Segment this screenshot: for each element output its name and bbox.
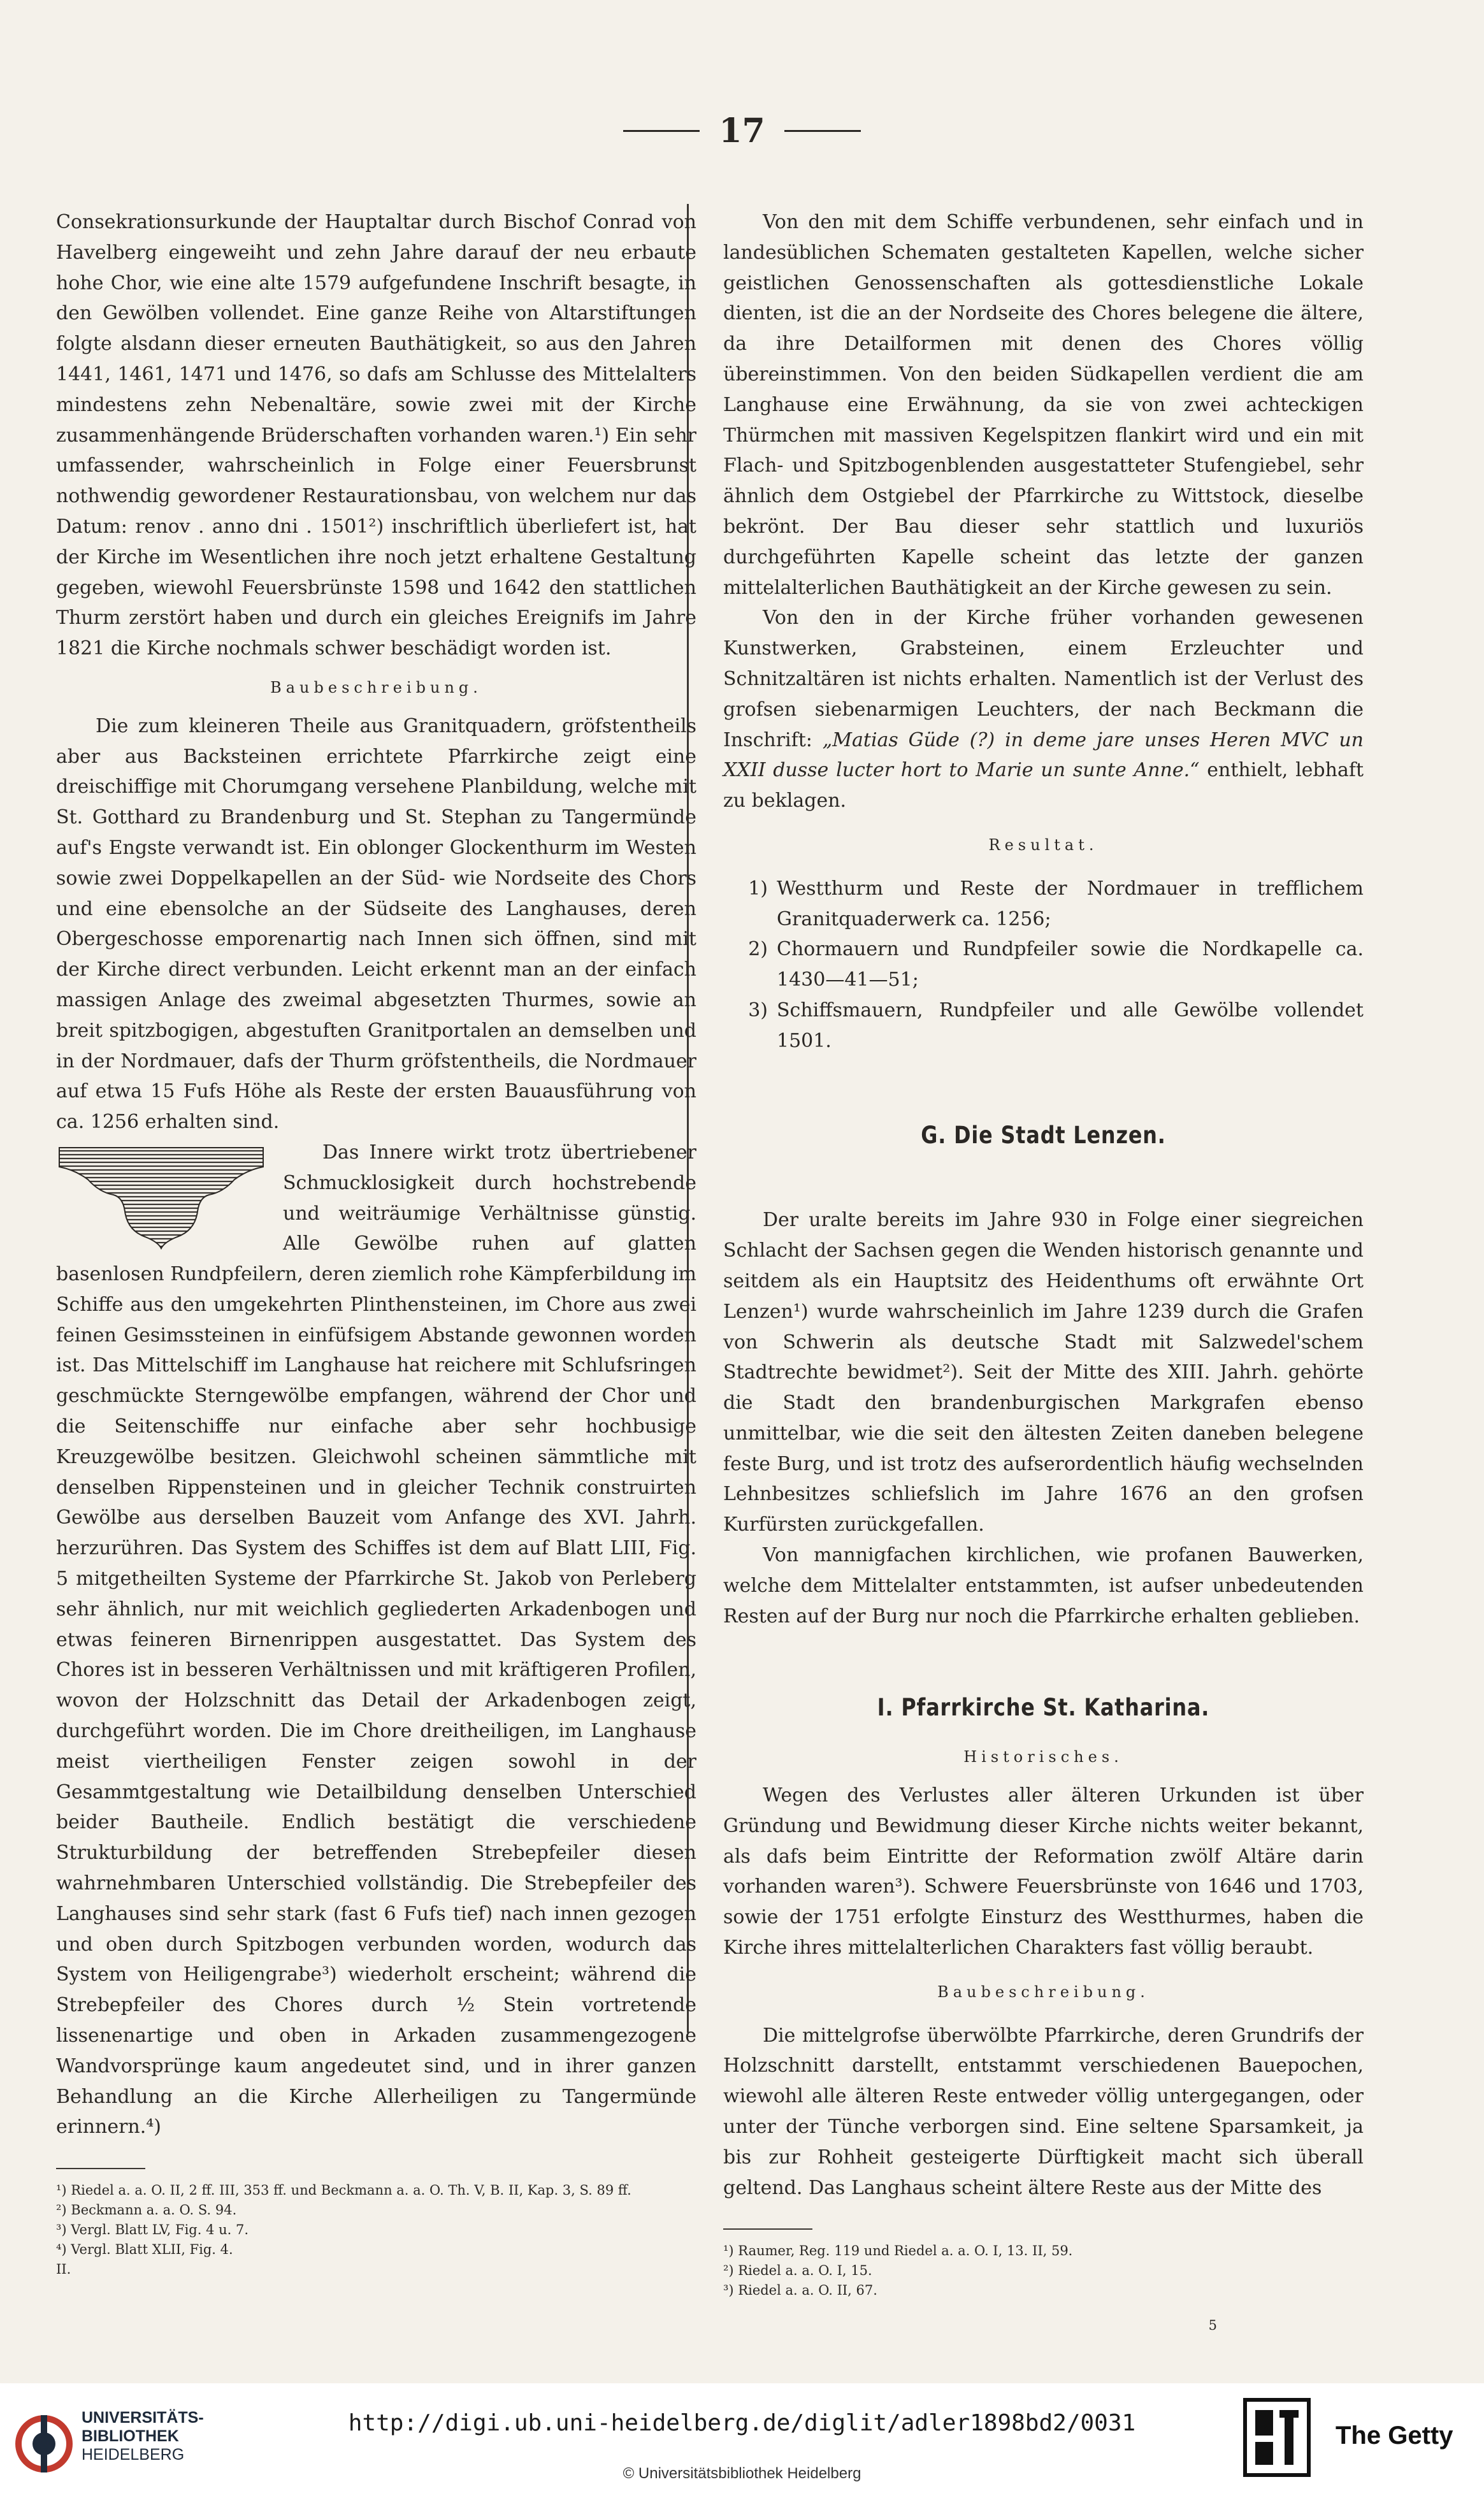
- right-paragraph-3: Der uralte bereits im Jahre 930 in Folge einer siegreichen Schlacht der Sachsen gegen die Wenden historisch genannte und seitdem als ein Hauptsitz des Heidenthums oft erwähnte Ort Lenzen¹) wurde wahrscheinlich im Jahre 1239 durch die Grafen von Schwerin als deutsche Stadt mit Salzwedel'schem Stadtrechte bewidmet²). Seit der Mitte des XIII. Jahrh. gehörte die Stadt den brandenburgischen Markgrafen ebenso unmittelbar, wie die seit den ältesten Zeiten daneben belegene feste Burg, und ist trotz des aufserordentlich häufig wechselnden Lehnbesitzes schliefslich im Jahre 1676 an den grofsen Kurfürsten zurückgefallen.: [723, 1209, 1364, 1536]
- inscription-quote: „Matias Güde (?) in deme jare unses Heren MVC un XXII dusse lucter hort to Marie un sunte Anne.“: [723, 728, 1364, 782]
- section-label-baubeschreibung-2: Baubeschreibung.: [937, 1982, 1149, 2001]
- page-header: [0, 108, 1484, 153]
- left-footnote-rule: [56, 2168, 145, 2169]
- result-number: 1): [748, 877, 768, 900]
- left-footnote-2: ²) Beckmann a. a. O. S. 94.: [56, 2202, 237, 2218]
- result-text: Westthurm und Reste der Nordmauer in trefflichem Granitquaderwerk ca. 1256;: [777, 877, 1364, 930]
- right-paragraph-4: Von mannigfachen kirchlichen, wie profanen Bauwerken, welche dem Mittelalter entstammten, ist aufser unbedeutenden Resten auf der Burg nur noch die Pfarrkirche erhalten geblieben.: [723, 1544, 1364, 1628]
- left-footnote-3: ³) Vergl. Blatt LV, Fig. 4 u. 7.: [56, 2222, 249, 2238]
- sheet-mark: 5: [1208, 2318, 1217, 2334]
- heading-stadt-lenzen: G. Die Stadt Lenzen.: [921, 1121, 1166, 1149]
- right-paragraph-1: Von den mit dem Schiffe verbundenen, sehr einfach und in landesüblichen Schematen gestalteten Kapellen, welche sicher geistlichen Genossenschaften als gottesdienstliche Lokale dienten, ist die an der Nordseite des Chores belegene die ältere, da ihre Detailformen mit denen des Chores völlig übereinstimmen. Von den beiden Südkapellen verdient die am Langhause eine Erwähnung, da sie von zwei achteckigen Thürmchen mit massiven Kegelspitzen flankirt wird und ein mit Flach- und Spitzbogenblenden ausgestatteter Stufengiebel, sehr ähnlich dem Ostgiebel der Pfarrkirche zu Wittstock, dieselbe bekrönt. Der Bau dieser sehr stattlich und luxuriös durchgeführten Kapelle scheint das letzte der ganzen mittelalterlichen Bauthätigkeit an der Kirche gewesen zu sein.: [723, 211, 1364, 599]
- result-list: [723, 874, 1364, 1057]
- header-rule-left: [623, 130, 700, 132]
- right-paragraph-2-start: Von den in der Kirche früher vorhanden gewesenen Kunstwerken, Grabsteinen, einem Erzleuchter und Schnitzaltären ist nichts erhalten. Namentlich ist der Verlust des grofsen siebenarmigen Leuchters, der nach Beckmann die Inschrift:: [723, 607, 1364, 751]
- page-number: 17: [719, 111, 765, 150]
- partner-name: The Getty: [1336, 2422, 1453, 2450]
- right-column: [723, 207, 1364, 2341]
- library-line-3: HEIDELBERG: [82, 2446, 185, 2464]
- right-paragraph-2-end: enthielt, lebhaft zu beklagen.: [723, 759, 1364, 812]
- result-item: [723, 874, 1364, 935]
- result-number: 3): [748, 999, 768, 1021]
- right-paragraph-5: Wegen des Verlustes aller älteren Urkunden ist über Gründung und Bewidmung dieser Kirche nichts weiter bekannt, als dafs beim Eintritte der Reformation zwölf Altäre darin vorhanden waren³). Schwere Feuersbrünste von 1646 und 1703, sowie der 1751 erfolgte Einsturz des Westthurmes, haben die Kirche ihres mittelalterlichen Charakters fast völlig beraubt.: [723, 1784, 1364, 1960]
- permalink-url[interactable]: http://digi.ub.uni-heidelberg.de/diglit/adler1898bd2/0031: [348, 2410, 1136, 2436]
- left-footnote-4: ⁴) Vergl. Blatt XLII, Fig. 4.: [56, 2242, 233, 2258]
- right-paragraph-2: [723, 603, 1364, 816]
- getty-logo-icon: [1243, 2397, 1311, 2478]
- left-footnote-1: ¹) Riedel a. a. O. II, 2 ff. III, 353 ff. und Beckmann a. a. O. Th. V, B. II, Kap. 3, S. 89 ff.: [56, 2183, 631, 2198]
- left-paragraph-1: Consekrationsurkunde der Hauptaltar durch Bischof Conrad von Havelberg eingeweiht und zehn Jahre darauf der neu erbaute hohe Chor, wie eine alte 1579 aufgefundene Inschrift besagte, in den Gewölben vollendet. Eine ganze Reihe von Altarstiftungen folgte alsdann dieser erneuten Bauthätigkeit, so aus den Jahren 1441, 1461, 1471 und 1476, so dafs am Schlusse des Mittelalters mindestens zehn Nebenaltäre, sowie zwei mit der Kirche zusammenhängende Brüderschaften vorhanden waren.¹) Ein sehr umfassender, wahrscheinlich in Folge einer Feuersbrunst nothwendig gewordener Restaurationsbau, von welchem nur das Datum: renov . anno dni . 1501²) inschriftlich überliefert ist, hat der Kirche im Wesentlichen ihre noch jetzt erhaltene Gestaltung gegeben, wiewohl Feuersbrünste 1598 und 1642 den stattlichen Thurm zerstört haben und durch ein gleiches Ereignifs im Jahre 1821 die Kirche nochmals schwer beschädigt worden ist.: [56, 211, 696, 660]
- arch-profile-woodcut: [56, 1141, 266, 1250]
- right-footnote-3: ³) Riedel a. a. O. II, 67.: [723, 2283, 877, 2299]
- left-paragraph-2: Die zum kleineren Theile aus Granitquadern, gröfstentheils aber aus Backsteinen errichtete Pfarrkirche zeigt eine dreischiffige mit Chorumgang versehene Planbildung, welche mit St. Gotthard zu Brandenburg und St. Stephan zu Tangermünde auf's Engste verwandt ist. Ein oblonger Glockenthurm im Westen sowie zwei Doppelkapellen an der Süd- wie Nordseite des Chors und eine ebensolche an der Südseite des Langhauses, deren Obergeschosse emporenartig nach Innen sich öffnen, sind mit der Kirche direct verbunden. Leicht erkennt man an der einfach massigen Anlage des zweimal abgesetzten Thurmes, sowie an breit spitzbogigen, abgestuften Granitportalen an demselben und in der Nordmauer, dafs der Thurm gröfstentheils, die Nordmauer auf etwa 15 Fufs Höhe als Reste der ersten Bauausführung von ca. 1256 erhalten sind.: [56, 714, 696, 1134]
- copyright-notice: © Universitätsbibliothek Heidelberg: [623, 2465, 861, 2482]
- right-footnote-1: ¹) Raumer, Reg. 119 und Riedel a. a. O. I, 13. II, 59.: [723, 2243, 1073, 2259]
- right-footnote-2: ²) Riedel a. a. O. I, 15.: [723, 2263, 872, 2279]
- heading-pfarrkirche: I. Pfarrkirche St. Katharina.: [877, 1694, 1210, 1722]
- right-footnote-rule: [723, 2228, 812, 2230]
- section-label-resultat: Resultat.: [988, 835, 1099, 854]
- result-text: Chormauern und Rundpfeiler sowie die Nordkapelle ca. 1430—41—51;: [777, 938, 1364, 992]
- signature-mark: II.: [56, 2262, 71, 2277]
- result-number: 2): [748, 938, 768, 961]
- result-text: Schiffsmauern, Rundpfeiler und alle Gewölbe vollendet 1501.: [777, 999, 1364, 1052]
- section-label-baubeschreibung: Baubeschreibung.: [270, 678, 482, 697]
- left-column: [56, 207, 696, 2279]
- right-paragraph-6: Die mittelgrofse überwölbte Pfarrkirche, deren Grundrifs der Holzschnitt darstellt, entstammt verschiedenen Bauepochen, wiewohl alle älteren Reste entweder völlig untergegangen, oder unter der Tünche verborgen sind. Eine seltene Sparsamkeit, ja bis zur Rohheit gesteigerte Dürftigkeit macht sich überall geltend. Das Langhaus scheint ältere Reste aus der Mitte des: [723, 2024, 1364, 2199]
- left-paragraph-3: Das Innere wirkt trotz übertriebener Schmucklosigkeit durch hochstrebende und weiträumige Verhältnisse günstig. Alle Gewölbe ruhen auf glatten basenlosen Rundpfeilern, deren ziemlich rohe Kämpferbildung im Schiffe aus den umgekehrten Plinthensteinen, im Chore aus zwei feinen Gesimssteinen in einfüfsigem Abstande gewonnen worden ist. Das Mittelschiff im Langhause hat reichere mit Schlufsringen geschmückte Sterngewölbe empfangen, während der Chor und die Seitenschiffe nur einfache aber sehr hochbusige Kreuzgewölbe besitzen. Gleichwohl scheinen sämmtliche mit denselben Rippensteinen und in gleicher Technik construirten Gewölbe aus derselben Bauzeit vom Anfange des XVI. Jahrh. herzurühren. Das System des Schiffes ist dem auf Blatt LIII, Fig. 5 mitgetheilten Systeme der Pfarrkirche St. Jakob von Perleberg sehr ähnlich, nur mit weichlich gegliederten Arkadenbogen und etwas feineren Birnenrippen ausgestattet. Das System des Chores ist in besseren Verhältnissen und mit kräftigeren Profilen, wovon der Holzschnitt das Detail der Arkadenbogen zeigt, durchgeführt worden. Die im Chore dreitheiligen, im Langhause meist viertheiligen Fenster zeigen sowohl in der Gesammtgestaltung wie Detailbildung denselben Unterschied beider Bautheile. Endlich bestätigt die verschiedene Strukturbildung der betreffenden Strebepfeiler diesen wahrnehmbaren Unterschied vollständig. Die Strebepfeiler des Langhauses sind sehr stark (fast 6 Fufs tief) nach innen gezogen und oben durch Spitzbogen verbunden worden, wodurch das System von Heiligengrabe³) wiederholt erscheint; während die Strebepfeiler des Chores durch ½ Stein vortretende lissenenartige und oben in Arkaden zusammengezogene Wandvorsprünge kaum angedeutet sind, und in ihrer ganzen Behandlung an die Kirche Allerheiligen zu Tangermünde erinnern.⁴): [56, 1141, 696, 2139]
- header-rule-right: [784, 130, 861, 132]
- result-item: [723, 934, 1364, 995]
- result-item: [723, 995, 1364, 1057]
- left-paragraph-3-wrap: [56, 1137, 696, 2142]
- section-label-historisches: Historisches.: [963, 1748, 1123, 1766]
- library-line-1: UNIVERSITÄTS-: [82, 2409, 204, 2427]
- library-line-2: BIBLIOTHEK: [82, 2427, 179, 2445]
